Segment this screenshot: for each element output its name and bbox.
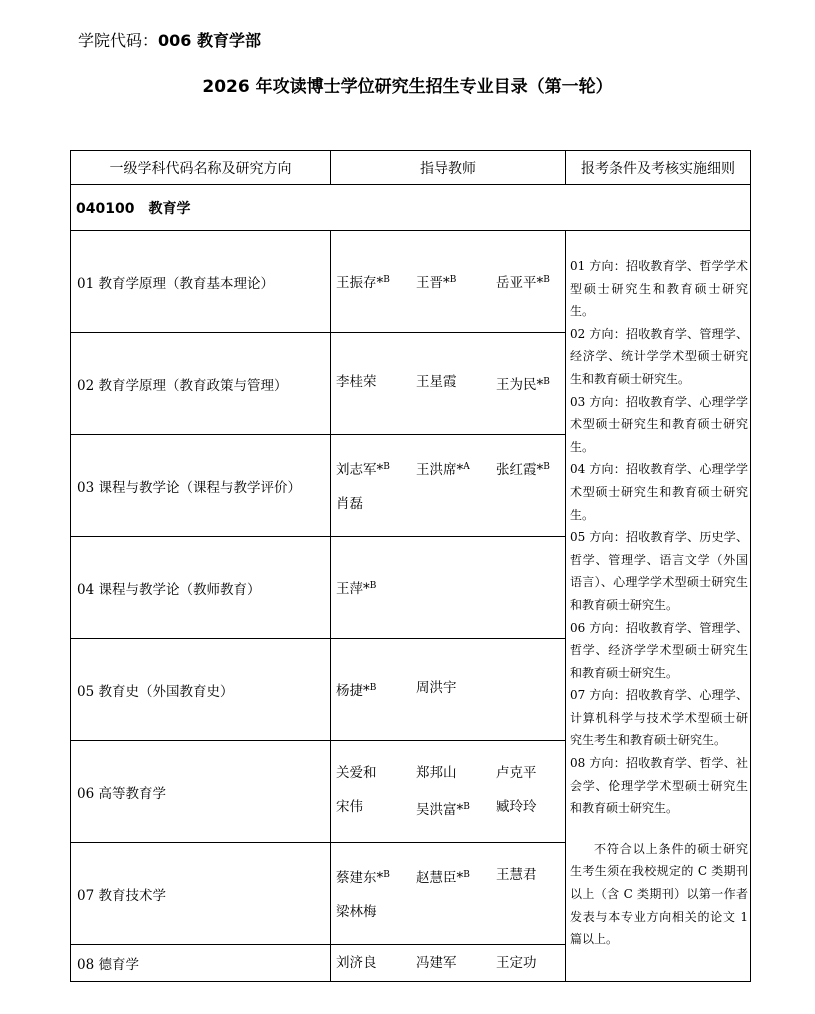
college-label: 学院代码：: [78, 31, 159, 50]
requirement-item: 06 方向：招收教育学、管理学、哲学、经济学学术型硕士研究生和教育硕士研究生。: [570, 620, 748, 680]
advisor-name: [496, 365, 550, 403]
advisor-name-text: 臧玲玲: [496, 798, 537, 815]
advisor-grade-mark: B: [543, 461, 550, 472]
advisor-name-text: 王萍*: [336, 581, 370, 598]
advisor-grade-mark: B: [383, 461, 390, 472]
advisor-name-text: 张红霞*: [496, 462, 544, 479]
advisor-name-text: 李桂荣: [336, 373, 377, 390]
advisor-name-text: 王振存*: [336, 275, 384, 292]
advisor-grade-mark: B: [463, 801, 470, 812]
advisor-cell: [331, 231, 566, 333]
advisor-name-text: 刘济良: [336, 955, 377, 971]
advisor-grade-mark: B: [449, 274, 457, 285]
advisor-name-text: 王晋*: [416, 275, 450, 292]
advisor-name: [416, 946, 496, 980]
discipline-row: [71, 185, 751, 231]
advisor-name: [336, 569, 416, 607]
advisor-grade-mark: B: [383, 869, 390, 880]
college-value: 006 教育学部: [158, 31, 261, 50]
advisor-name-text: 杨捷*: [336, 683, 370, 700]
advisor-name: [416, 790, 496, 828]
advisor-name-text: 梁林梅: [336, 904, 377, 921]
direction-name: 02 教育学原理（教育政策与管理）: [71, 333, 331, 435]
advisor-name-text: 吴洪富*: [416, 802, 464, 819]
advisor-grade-mark: B: [543, 376, 550, 387]
advisor-name: [416, 365, 496, 403]
advisor-name: [496, 756, 537, 790]
advisor-grade-mark: B: [369, 682, 377, 693]
requirement-item: 04 方向：招收教育学、心理学学术型硕士研究生和教育硕士研究生。: [570, 462, 748, 522]
direction-name: 08 德育学: [71, 945, 331, 982]
advisor-name: [416, 671, 496, 709]
college-code: [78, 28, 261, 51]
col-header-advisor: 指导教师: [331, 151, 566, 185]
advisor-name-text: 周洪宇: [416, 679, 457, 696]
advisor-name-text: 宋伟: [336, 798, 363, 815]
advisor-name: [336, 450, 416, 488]
advisor-name: [416, 450, 496, 488]
direction-name: 01 教育学原理（教育基本理论）: [71, 231, 331, 333]
requirement-item: 02 方向：招收教育学、管理学、经济学、统计学学术型硕士研究生和教育硕士研究生。: [570, 326, 748, 386]
advisor-grade-mark: B: [383, 274, 390, 285]
advisor-grade-mark: B: [369, 580, 377, 591]
advisor-name: [336, 858, 416, 896]
advisor-name-text: 岳亚平*: [496, 275, 544, 292]
advisor-name: [336, 487, 416, 521]
advisor-name-text: 蔡建东*: [336, 870, 384, 887]
requirement-item: 07 方向：招收教育学、心理学、计算机科学与技术学术型硕士研究生考生和教育硕士研究生。: [570, 688, 748, 748]
advisor-name-text: 王定功: [496, 955, 537, 971]
advisor-cell: [331, 945, 566, 982]
advisor-name: [496, 790, 537, 828]
advisor-name-text: 王为民*: [496, 377, 544, 394]
discipline-code: 040100: [76, 200, 135, 217]
advisor-name-text: 王慧君: [496, 866, 537, 883]
advisor-name: [336, 365, 416, 403]
requirement-item: 01 方向：招收教育学、哲学学术型硕士研究生和教育硕士研究生。: [570, 259, 748, 319]
col-header-direction: 一级学科代码名称及研究方向: [71, 151, 331, 185]
table-row: [71, 231, 751, 333]
advisor-name: [336, 895, 416, 929]
advisor-name: [496, 450, 550, 488]
advisor-name-text: 王洪席*: [416, 462, 464, 479]
advisor-name-text: 卢克平: [496, 764, 537, 781]
advisor-grade-mark: B: [543, 274, 550, 285]
page-title: 2026 年攻读博士学位研究生招生专业目录（第一轮）: [202, 77, 613, 97]
advisor-name-text: 赵慧臣*: [416, 870, 464, 887]
advisor-name: [416, 756, 496, 790]
direction-name: 04 课程与教学论（教师教育）: [71, 537, 331, 639]
direction-name: 03 课程与教学论（课程与教学评价）: [71, 435, 331, 537]
direction-name: 05 教育史（外国教育史）: [71, 639, 331, 741]
advisor-name-text: 王星霞: [416, 373, 457, 390]
col-header-requirements: 报考条件及考核实施细则: [566, 151, 751, 185]
requirement-item: 05 方向：招收教育学、历史学、哲学、管理学、语言文学（外国语言）、心理学学术型硕士研究生和教育硕士研究生。: [570, 530, 748, 612]
advisor-name: [336, 946, 416, 980]
advisor-name-text: 冯建军: [416, 955, 457, 971]
advisor-cell: [331, 843, 566, 945]
direction-name: 07 教育技术学: [71, 843, 331, 945]
advisor-name-text: 郑邦山: [416, 764, 457, 781]
requirements-note: 不符合以上条件的硕士研究生考生须在我校规定的 C 类期刊以上（含 C 类期刊）以第一作者发表与本专业方向相关的论文 1 篇以上。: [570, 841, 748, 947]
advisor-name-text: 肖磊: [336, 496, 363, 513]
advisor-name: [496, 858, 537, 896]
advisor-grade-mark: A: [463, 461, 470, 472]
requirement-item: 08 方向：招收教育学、哲学、社会学、伦理学学术型硕士研究生和教育硕士研究生。: [570, 756, 748, 816]
advisor-name: [416, 858, 496, 896]
advisor-cell: [331, 333, 566, 435]
advisor-name: [416, 263, 496, 301]
advisor-name: [496, 263, 550, 301]
advisor-cell: [331, 537, 566, 639]
advisor-name-text: 刘志军*: [336, 462, 384, 479]
advisor-name: [336, 756, 416, 790]
advisor-cell: [331, 435, 566, 537]
advisor-cell: [331, 741, 566, 843]
advisor-name-text: 关爱和: [336, 764, 377, 781]
advisor-grade-mark: B: [463, 869, 470, 880]
catalog-table: [70, 150, 751, 982]
requirements-cell: [566, 231, 751, 982]
requirement-item: 03 方向：招收教育学、心理学学术型硕士研究生和教育硕士研究生。: [570, 394, 748, 454]
advisor-name: [496, 946, 537, 980]
advisor-name: [336, 263, 416, 301]
advisor-name: [336, 790, 416, 828]
advisor-name: [336, 671, 416, 709]
discipline-name: 教育学: [148, 200, 191, 217]
advisor-cell: [331, 639, 566, 741]
direction-name: 06 高等教育学: [71, 741, 331, 843]
